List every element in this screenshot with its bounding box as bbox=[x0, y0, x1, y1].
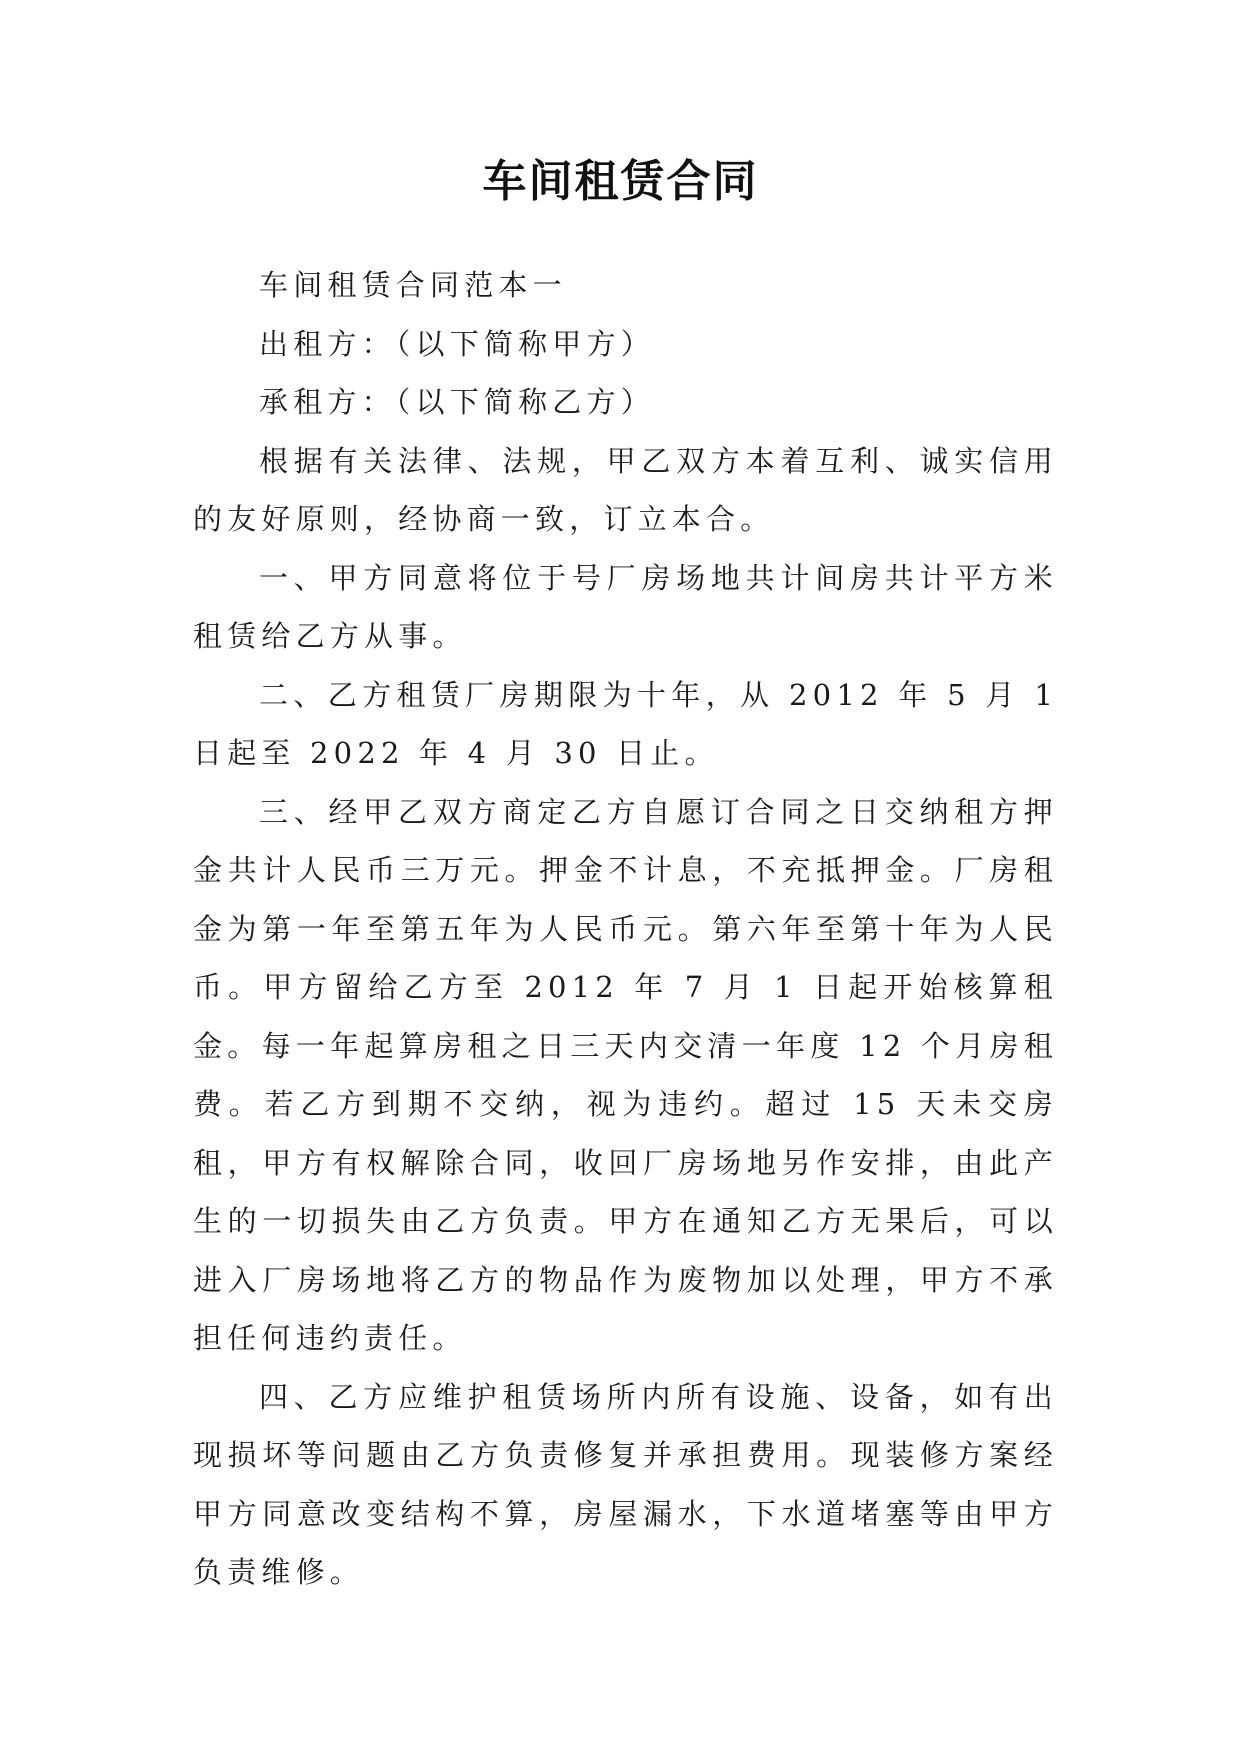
paragraph-lessee: 承租方：（以下简称乙方） bbox=[259, 385, 655, 419]
document-body bbox=[193, 256, 1058, 1602]
paragraph-clause-1: 一、甲方同意将位于号厂房场地共计间房共计平方米租赁给乙方从事。 bbox=[193, 560, 1058, 653]
paragraph-clause-2: 二、乙方租赁厂房期限为十年，从 2012 年 5 月 1 日起至 2022 年 4 月 30 日止。 bbox=[193, 677, 1058, 770]
paragraph-lessor: 出租方：（以下简称甲方） bbox=[259, 326, 655, 361]
paragraph-clause-4: 四、乙方应维护租赁场所内所有设施、设备，如有出现损坏等问题由乙方负责修复并承担费用。现装修方案经甲方同意改变结构不算，房屋漏水，下水道堵塞等由甲方负责维修。 bbox=[193, 1379, 1058, 1589]
document-title: 车间租赁合同 bbox=[482, 156, 759, 207]
paragraph-sample-heading: 车间租赁合同范本一 bbox=[259, 268, 567, 302]
paragraph-preamble: 根据有关法律、法规，甲乙双方本着互利、诚实信用的友好原则，经协商一致，订立本合。 bbox=[193, 443, 1058, 536]
paragraph-clause-3: 三、经甲乙双方商定乙方自愿订合同之日交纳租方押金共计人民币三万元。押金不计息，不充抵押金。厂房租金为第一年至第五年为人民币元。第六年至第十年为人民币。甲方留给乙方至 2012 年 7 月 1 日起开始核算租金。每一年起算房租之日三天内交清一年度 12 个月房租费。若乙方到期不交纳，视为违约。超过 15 天未交房租，甲方有权解除合同，收回厂房场地另作安排，由此产生的一切损失由乙方负责。甲方在通知乙方无果后，可以进入厂房场地将乙方的物品作为废物加以处理，甲方不承担任何违约责任。 bbox=[193, 794, 1058, 1355]
